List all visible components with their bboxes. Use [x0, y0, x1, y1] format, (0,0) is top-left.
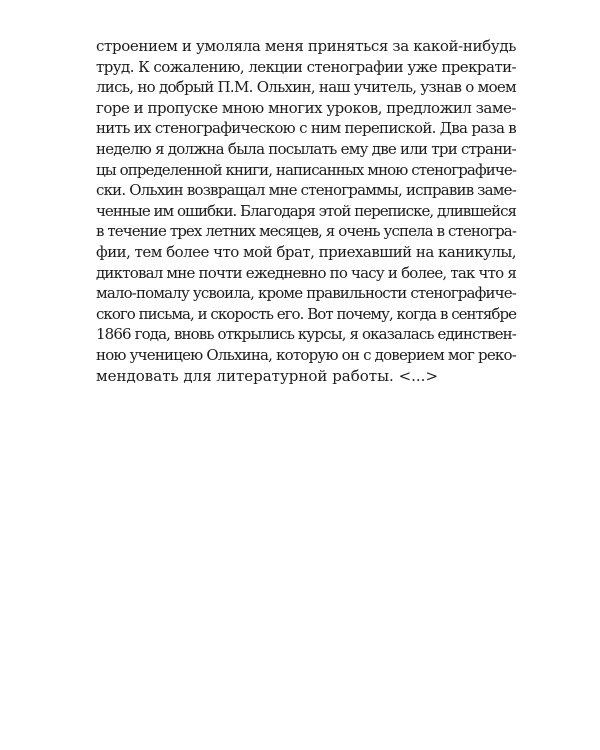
text-line: ною ученицею Ольхина, которую он с доверием мог реко- — [96, 345, 516, 364]
text-line: ского письма, и скорость его. Вот почему, когда в сентябре — [96, 304, 516, 323]
text-line: в течение трех летних месяцев, я очень успела в стеногра- — [96, 222, 516, 241]
text-line: строением и умоляла меня приняться за какой-нибудь — [96, 37, 517, 55]
text-line: лись, но добрый П.М. Ольхин, наш учитель, узнав о моем — [96, 78, 516, 97]
text-line: горе и пропуске мною многих уроков, предложил заме- — [96, 98, 516, 117]
text-line: цы определенной книги, написанных мною стенографиче- — [96, 160, 516, 179]
text-line: 1866 года, вновь открылись курсы, я оказалась единствен- — [96, 325, 517, 344]
text-line: неделю я должна была посылать ему две или три страни- — [96, 139, 516, 158]
text-line: нить их стенографическою с ним перепиской. Два раза в — [96, 119, 516, 138]
text-line: труд. К сожалению, лекции стенографии уже прекрати- — [96, 57, 517, 76]
text-line-last: мендовать для литературной работы. <...> — [96, 366, 439, 385]
text-line: ски. Ольхин возвращал мне стенограммы, исправив заме- — [96, 181, 516, 200]
text-line: мало-помалу усвоила, кроме правильности стенографиче- — [96, 284, 516, 303]
text-line: фии, тем более что мой брат, приехавший на каникулы, — [96, 242, 517, 261]
text-line: ченные им ошибки. Благодаря этой переписке, длившейся — [96, 201, 516, 220]
text-line: диктовал мне почти ежедневно по часу и более, так что я — [96, 263, 517, 282]
body-text — [96, 36, 516, 386]
